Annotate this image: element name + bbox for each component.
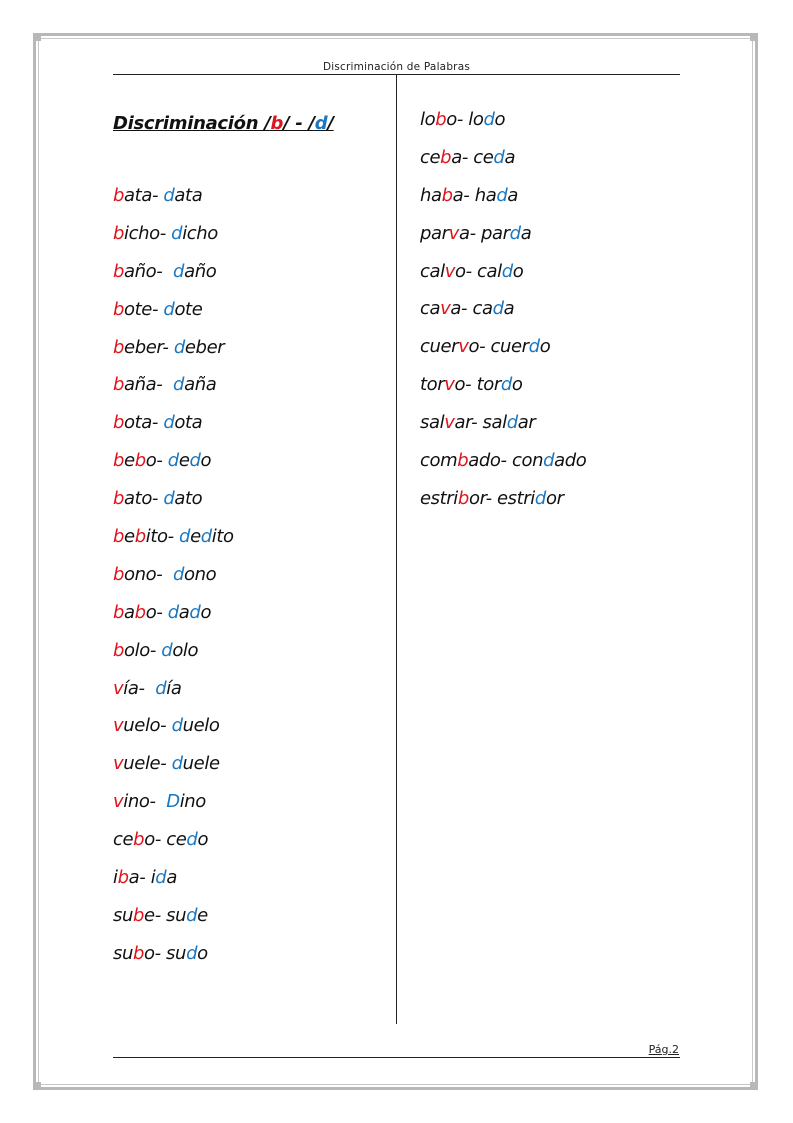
word-text: a <box>503 298 515 320</box>
word-pair <box>113 791 234 829</box>
word-pair <box>113 602 234 640</box>
word-text: icho <box>182 222 218 244</box>
letter-d-sound: d <box>167 601 179 623</box>
title-text: / - / <box>283 113 315 134</box>
letter-b-sound: v <box>444 412 455 434</box>
word-text: a- ha <box>452 184 497 206</box>
word-text: o <box>197 942 208 964</box>
letter-d-sound: d <box>543 450 555 472</box>
letter-b-sound: b <box>113 185 125 206</box>
word-text: uelo <box>182 715 220 737</box>
word-text: o <box>539 336 551 358</box>
word-text: o <box>511 374 523 396</box>
word-pair <box>113 374 234 412</box>
word-text: ía <box>166 677 182 699</box>
word-text: ote- <box>124 298 164 320</box>
word-text: a <box>178 601 190 623</box>
title-text: Discriminación / <box>113 113 271 134</box>
title-letter-d: d <box>314 113 328 134</box>
letter-b-sound: v <box>458 336 469 358</box>
letter-b-sound: b <box>113 601 125 623</box>
word-text: ino <box>179 791 206 813</box>
word-text: uele- <box>123 753 172 775</box>
word-text: e <box>190 526 201 548</box>
word-text: tor <box>420 374 445 396</box>
letter-d-sound: d <box>163 488 175 510</box>
corner-ornament-bottom-right <box>750 1082 758 1090</box>
letter-b-sound: v <box>448 222 459 244</box>
letter-b-sound: v <box>113 677 124 699</box>
letter-b-sound: b <box>113 450 125 472</box>
letter-b-sound: v <box>444 374 455 396</box>
letter-d-sound: d <box>506 412 518 434</box>
letter-b-sound: b <box>435 109 447 130</box>
word-pair <box>420 488 586 526</box>
letter-d-sound: d <box>171 753 183 775</box>
letter-b-sound: b <box>113 222 125 244</box>
letter-b-sound: b <box>133 829 145 851</box>
letter-b-sound: b <box>133 904 145 926</box>
word-text: o- tor <box>454 374 501 396</box>
letter-b-sound: b <box>113 336 125 358</box>
letter-b-sound: b <box>457 487 469 509</box>
letter-b-sound: b <box>113 563 125 585</box>
word-text: ca <box>420 298 441 320</box>
word-text: a- par <box>458 222 510 244</box>
word-text: o <box>494 109 506 130</box>
word-text: lo <box>420 109 436 130</box>
word-pair <box>420 298 586 336</box>
word-text: ce <box>420 146 441 168</box>
word-text: ato- <box>124 488 164 510</box>
letter-d-sound: d <box>173 374 185 396</box>
word-text: e- su <box>144 904 187 926</box>
word-pair <box>113 526 234 564</box>
word-text: com <box>420 450 458 472</box>
letter-d-sound: d <box>483 109 495 130</box>
word-pair <box>420 450 586 488</box>
word-text: a- ca <box>450 298 493 320</box>
letter-d-sound: d <box>496 184 508 206</box>
word-pair <box>113 337 234 375</box>
title-letter-b: b <box>270 113 284 134</box>
word-pair <box>420 109 586 147</box>
word-text: a <box>507 184 519 206</box>
word-text: ata <box>174 185 203 206</box>
word-text: sal <box>420 412 445 434</box>
letter-d-sound: d <box>163 185 175 206</box>
word-text: ono <box>184 563 217 585</box>
word-text: a <box>520 222 532 244</box>
word-text: a <box>504 146 516 168</box>
word-pair <box>113 829 234 867</box>
word-text: par <box>420 222 449 244</box>
word-text: ata- <box>124 185 164 206</box>
word-text: or- estri <box>468 487 535 509</box>
word-text: uele <box>182 753 220 775</box>
word-text: ha <box>420 184 442 206</box>
letter-b-sound: v <box>113 715 124 737</box>
letter-d-sound: d <box>189 450 201 472</box>
word-pair <box>420 261 586 299</box>
letter-d-sound: D <box>166 791 180 813</box>
word-text: uelo- <box>123 715 172 737</box>
word-pair <box>113 450 234 488</box>
word-text: e <box>124 450 135 472</box>
letter-b-sound: b <box>113 412 125 434</box>
letter-d-sound: d <box>200 526 212 548</box>
footer-rule <box>113 1057 680 1058</box>
word-pair <box>113 867 234 905</box>
letter-d-sound: d <box>534 487 546 509</box>
letter-b-sound: b <box>113 526 125 548</box>
letter-d-sound: d <box>186 904 198 926</box>
word-text: a- i <box>128 867 156 889</box>
letter-d-sound: d <box>173 260 185 282</box>
word-pair <box>113 640 234 678</box>
word-pair <box>420 185 586 223</box>
letter-d-sound: d <box>163 298 175 320</box>
letter-d-sound: d <box>173 563 185 585</box>
letter-d-sound: d <box>186 942 198 964</box>
word-text: su <box>113 942 133 964</box>
word-text: a <box>124 601 135 623</box>
word-text: o- ce <box>144 829 187 851</box>
letter-d-sound: d <box>155 677 167 699</box>
word-pair <box>113 678 234 716</box>
word-text: ado <box>554 450 587 472</box>
word-text: ce <box>113 829 134 851</box>
word-text: olo- <box>124 639 162 661</box>
word-text: o- <box>145 450 168 472</box>
title-text: / <box>327 113 334 134</box>
word-pair <box>420 412 586 450</box>
word-text: e <box>124 526 135 548</box>
letter-b-sound: v <box>113 791 124 813</box>
letter-b-sound: b <box>113 298 125 320</box>
letter-b-sound: b <box>113 488 125 510</box>
letter-b-sound: b <box>117 867 129 889</box>
letter-d-sound: d <box>500 374 512 396</box>
letter-d-sound: d <box>189 601 201 623</box>
section-title <box>113 113 334 134</box>
word-list-left <box>113 185 234 981</box>
letter-b-sound: v <box>440 298 451 320</box>
letter-b-sound: b <box>134 450 146 472</box>
word-text: estri <box>420 487 458 509</box>
word-text: ía- <box>123 677 156 699</box>
word-text: ino- <box>123 791 167 813</box>
word-text: olo <box>172 639 199 661</box>
page-number: Pág.2 <box>648 1043 679 1056</box>
letter-b-sound: b <box>113 639 125 661</box>
word-text: o- <box>145 601 168 623</box>
word-pair <box>420 147 586 185</box>
word-text: e <box>197 904 208 926</box>
word-pair <box>113 488 234 526</box>
word-text: su <box>113 904 133 926</box>
letter-b-sound: b <box>440 146 452 168</box>
corner-ornament-top-right <box>750 33 758 41</box>
word-text: eber- <box>124 336 174 358</box>
word-text: i <box>113 867 118 889</box>
word-pair <box>113 223 234 261</box>
word-pair <box>420 336 586 374</box>
word-list-right <box>420 109 586 526</box>
column-divider <box>396 74 397 1024</box>
word-pair <box>113 261 234 299</box>
letter-b-sound: v <box>444 260 455 282</box>
letter-d-sound: d <box>173 336 185 358</box>
letter-d-sound: d <box>179 526 191 548</box>
word-text: o- su <box>144 942 187 964</box>
letter-b-sound: b <box>113 260 125 282</box>
word-text: a <box>166 867 177 889</box>
letter-d-sound: d <box>186 829 198 851</box>
letter-d-sound: d <box>163 412 175 434</box>
word-pair <box>113 943 234 981</box>
word-pair <box>113 185 234 223</box>
word-text: ar- sal <box>454 412 507 434</box>
word-text: o <box>200 450 212 472</box>
word-pair <box>113 905 234 943</box>
word-text: cal <box>420 260 445 282</box>
word-pair <box>113 299 234 337</box>
letter-d-sound: d <box>528 336 540 358</box>
word-text: e <box>178 450 190 472</box>
word-pair <box>113 753 234 791</box>
letter-d-sound: d <box>167 450 179 472</box>
letter-b-sound: b <box>441 184 453 206</box>
word-text: año- <box>124 260 174 282</box>
letter-d-sound: d <box>493 146 505 168</box>
letter-b-sound: b <box>457 450 469 472</box>
word-text: o <box>200 601 212 623</box>
word-text: o <box>512 260 524 282</box>
letter-b-sound: b <box>134 601 146 623</box>
corner-ornament-top-left <box>33 33 41 41</box>
word-text: ado- con <box>468 450 544 472</box>
letter-d-sound: d <box>171 715 183 737</box>
word-text: aña <box>184 374 217 396</box>
word-text: ar <box>517 412 536 434</box>
letter-d-sound: d <box>171 222 183 244</box>
word-text: ono- <box>124 563 174 585</box>
letter-d-sound: d <box>501 260 513 282</box>
word-pair <box>113 715 234 753</box>
letter-b-sound: b <box>133 942 145 964</box>
word-pair <box>113 412 234 450</box>
word-text: cuer <box>420 336 459 358</box>
word-text: ato <box>174 488 203 510</box>
word-text: a- ce <box>451 146 494 168</box>
word-text: o- cuer <box>468 336 529 358</box>
page-header-title: Discriminación de Palabras <box>322 61 471 73</box>
word-text: ota- <box>124 412 164 434</box>
word-text: eber <box>184 336 225 358</box>
word-pair <box>420 223 586 261</box>
word-text: o- lo <box>446 109 484 130</box>
word-text: año <box>184 260 217 282</box>
word-text: o- cal <box>455 260 502 282</box>
letter-d-sound: d <box>155 867 167 889</box>
word-text: icho- <box>124 222 172 244</box>
word-text: ota <box>174 412 203 434</box>
word-text: or <box>545 487 564 509</box>
word-text: ito- <box>145 526 180 548</box>
word-text: aña- <box>124 374 174 396</box>
letter-b-sound: b <box>134 526 146 548</box>
word-text: o <box>197 829 209 851</box>
word-text: ote <box>174 298 203 320</box>
letter-d-sound: d <box>509 222 521 244</box>
letter-d-sound: d <box>161 639 173 661</box>
letter-b-sound: b <box>113 374 125 396</box>
word-text: ito <box>211 526 234 548</box>
corner-ornament-bottom-left <box>33 1082 41 1090</box>
word-pair <box>113 564 234 602</box>
word-pair <box>420 374 586 412</box>
letter-b-sound: v <box>113 753 124 775</box>
letter-d-sound: d <box>492 298 504 320</box>
